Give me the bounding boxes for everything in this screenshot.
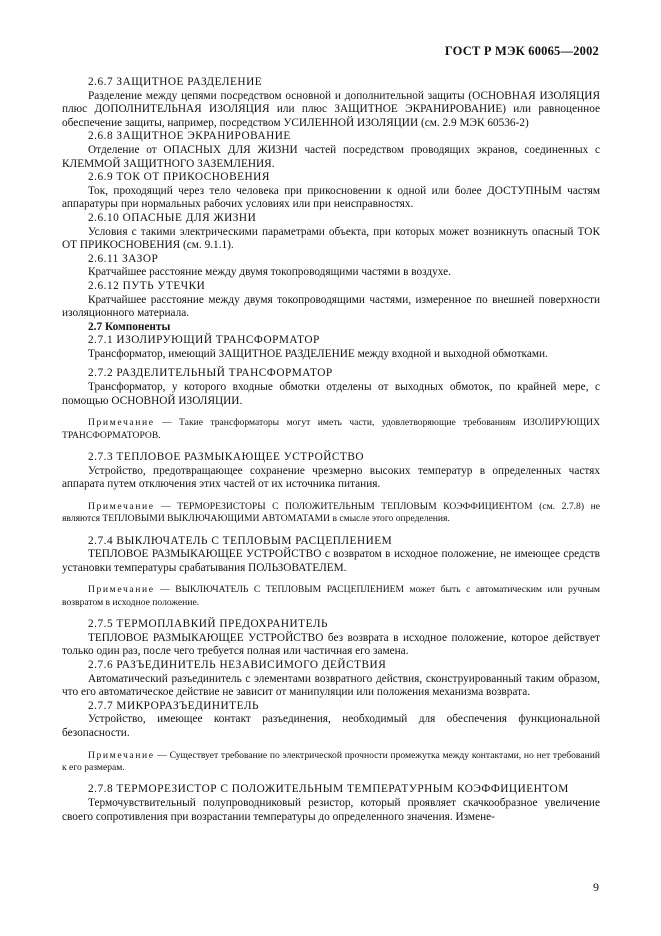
note-text: — ВЫКЛЮЧАТЕЛЬ С ТЕПЛОВЫМ РАСЦЕПЛЕНИЕМ может быть с автоматическим или ручным возвратом в исходное положение.	[62, 584, 600, 608]
body-paragraph: Отделение от ОПАСНЫХ ДЛЯ ЖИЗНИ частей посредством проводящих экранов, соединенных с КЛЕММОЙ ЗАЩИТНОГО ЗАЗЕМЛЕНИЯ.	[62, 143, 600, 170]
note-text: — Такие трансформаторы могут иметь части, удовлетворяющие требованиям ИЗОЛИРУЮЩИХ ТРАНСФОРМАТОРОВ.	[62, 417, 600, 441]
note-label: Примечание	[88, 417, 155, 429]
body-paragraph: ТЕПЛОВОЕ РАЗМЫКАЮЩЕЕ УСТРОЙСТВО без возврата в исходное положение, которое действует только один раз, после чего требуется полная или частичная его замена.	[62, 631, 600, 658]
note-text: — ТЕРМОРЕЗИСТОРЫ С ПОЛОЖИТЕЛЬНЫМ ТЕПЛОВЫМ КОЭФФИЦИЕНТОМ (см. 2.7.8) не являются ТЕПЛОВЫМИ ВЫКЛЮЧАЮЩИМИ АВТОМАТАМИ в смысле этого определения.	[62, 500, 600, 525]
body-paragraph: Устройство, предотвращающее сохранение чрезмерно высоких температур в определенных частях аппарата путем отключения этих частей от их источника питания.	[62, 464, 600, 491]
body-paragraph: Условия с такими электрическими параметрами объекта, при которых может возникнуть опасный ТОК ОТ ПРИКОСНОВЕНИЯ (см. 9.1.1).	[62, 225, 600, 252]
note-label: Примечание	[88, 500, 155, 512]
note-paragraph	[62, 501, 600, 526]
note-paragraph	[62, 417, 600, 442]
section-heading: 2.7.8 ТЕРМОРЕЗИСТОР С ПОЛОЖИТЕЛЬНЫМ ТЕМПЕРАТУРНЫМ КОЭФФИЦИЕНТОМ	[88, 783, 569, 796]
section-heading: 2.7.7 МИКРОРАЗЪЕДИНИТЕЛЬ	[88, 699, 259, 712]
body-paragraph: Трансформатор, у которого входные обмотки отделены от выходных обмоток, по крайней мере, с помощью ОСНОВНОЙ ИЗОЛЯЦИИ.	[62, 381, 600, 407]
body-paragraph: Ток, проходящий через тело человека при прикосновении к одной или более ДОСТУПНЫМ частям аппаратуры при нормальных рабочих условиях или при неисправностях.	[62, 184, 600, 211]
note-paragraph	[62, 584, 600, 609]
section-heading: 2.6.8 ЗАЩИТНОЕ ЭКРАНИРОВАНИЕ	[88, 130, 291, 143]
body-paragraph: ТЕПЛОВОЕ РАЗМЫКАЮЩЕЕ УСТРОЙСТВО с возвратом в исходное положение, не имеющее средств установки температуры срабатывания ПОЛЬЗОВАТЕЛЕМ.	[62, 548, 600, 574]
section-heading: 2.7.6 РАЗЪЕДИНИТЕЛЬ НЕЗАВИСИМОГО ДЕЙСТВИЯ	[88, 659, 387, 672]
section-heading: 2.7.5 ТЕРМОПЛАВКИЙ ПРЕДОХРАНИТЕЛЬ	[88, 618, 328, 631]
body-paragraph: Разделение между цепями посредством основной и дополнительной защиты (ОСНОВНАЯ ИЗОЛЯЦИЯ плюс ДОПОЛНИТЕЛЬНАЯ ИЗОЛЯЦИЯ или плюс ЗАЩИТНОЕ ЭКРАНИРОВАНИЕ) или равноценное обеспечение защиты, например, посредством УСИЛЕННОЙ ИЗОЛЯЦИИ (см. 2.9 МЭК 60536-2)	[62, 89, 600, 129]
section-heading: 2.7.1 ИЗОЛИРУЮЩИЙ ТРАНСФОРМАТОР	[88, 334, 320, 347]
body-paragraph: Устройство, имеющее контакт разъединения, необходимый для обеспечения функциональной безопасности.	[62, 713, 600, 739]
section-heading: 2.7.4 ВЫКЛЮЧАТЕЛЬ С ТЕПЛОВЫМ РАСЦЕПЛЕНИЕМ	[88, 534, 393, 547]
section-heading: 2.6.12 ПУТЬ УТЕЧКИ	[88, 279, 206, 292]
page-number: 9	[593, 880, 599, 894]
body-paragraph: Автоматический разъединитель с элементами возвратного действия, сконструированный таким образом, что его автоматическое действие не зависит от манипуляции или положения механизма возврата.	[62, 672, 600, 699]
section-title: 2.7 Компоненты	[88, 320, 171, 333]
section-heading: 2.6.9 ТОК ОТ ПРИКОСНОВЕНИЯ	[88, 171, 270, 184]
note-label: Примечание	[88, 584, 155, 596]
body-paragraph: Термочувствительный полупроводниковый резистор, который проявляет скачкообразное увеличение своего сопротивления при возрастании температуры до определенного значения. Измене-	[62, 797, 600, 823]
section-heading: 2.6.7 ЗАЩИТНОЕ РАЗДЕЛЕНИЕ	[88, 76, 263, 88]
body-paragraph: Кратчайшее расстояние между двумя токопроводящими частями, измеренное по внешней поверхности изоляционного материала.	[62, 293, 600, 320]
section-heading: 2.7.2 РАЗДЕЛИТЕЛЬНЫЙ ТРАНСФОРМАТОР	[88, 367, 333, 380]
body-paragraph: Кратчайшее расстояние между двумя токопроводящими частями в воздухе.	[88, 266, 451, 279]
note-label: Примечание	[88, 749, 155, 761]
note-text: — Существует требование по электрической прочности промежутка между контактами, но нет требований к его размерам.	[62, 749, 600, 773]
section-heading: 2.6.10 ОПАСНЫЕ ДЛЯ ЖИЗНИ	[88, 211, 257, 224]
section-heading: 2.6.11 ЗАЗОР	[88, 252, 159, 265]
body-paragraph: Трансформатор, имеющий ЗАЩИТНОЕ РАЗДЕЛЕНИЕ между входной и выходной обмотками.	[88, 347, 548, 360]
document-header: ГОСТ Р МЭК 60065—2002	[444, 44, 599, 58]
section-heading: 2.7.3 ТЕПЛОВОЕ РАЗМЫКАЮЩЕЕ УСТРОЙСТВО	[88, 451, 365, 464]
document-body	[62, 76, 600, 824]
note-paragraph	[62, 750, 600, 775]
